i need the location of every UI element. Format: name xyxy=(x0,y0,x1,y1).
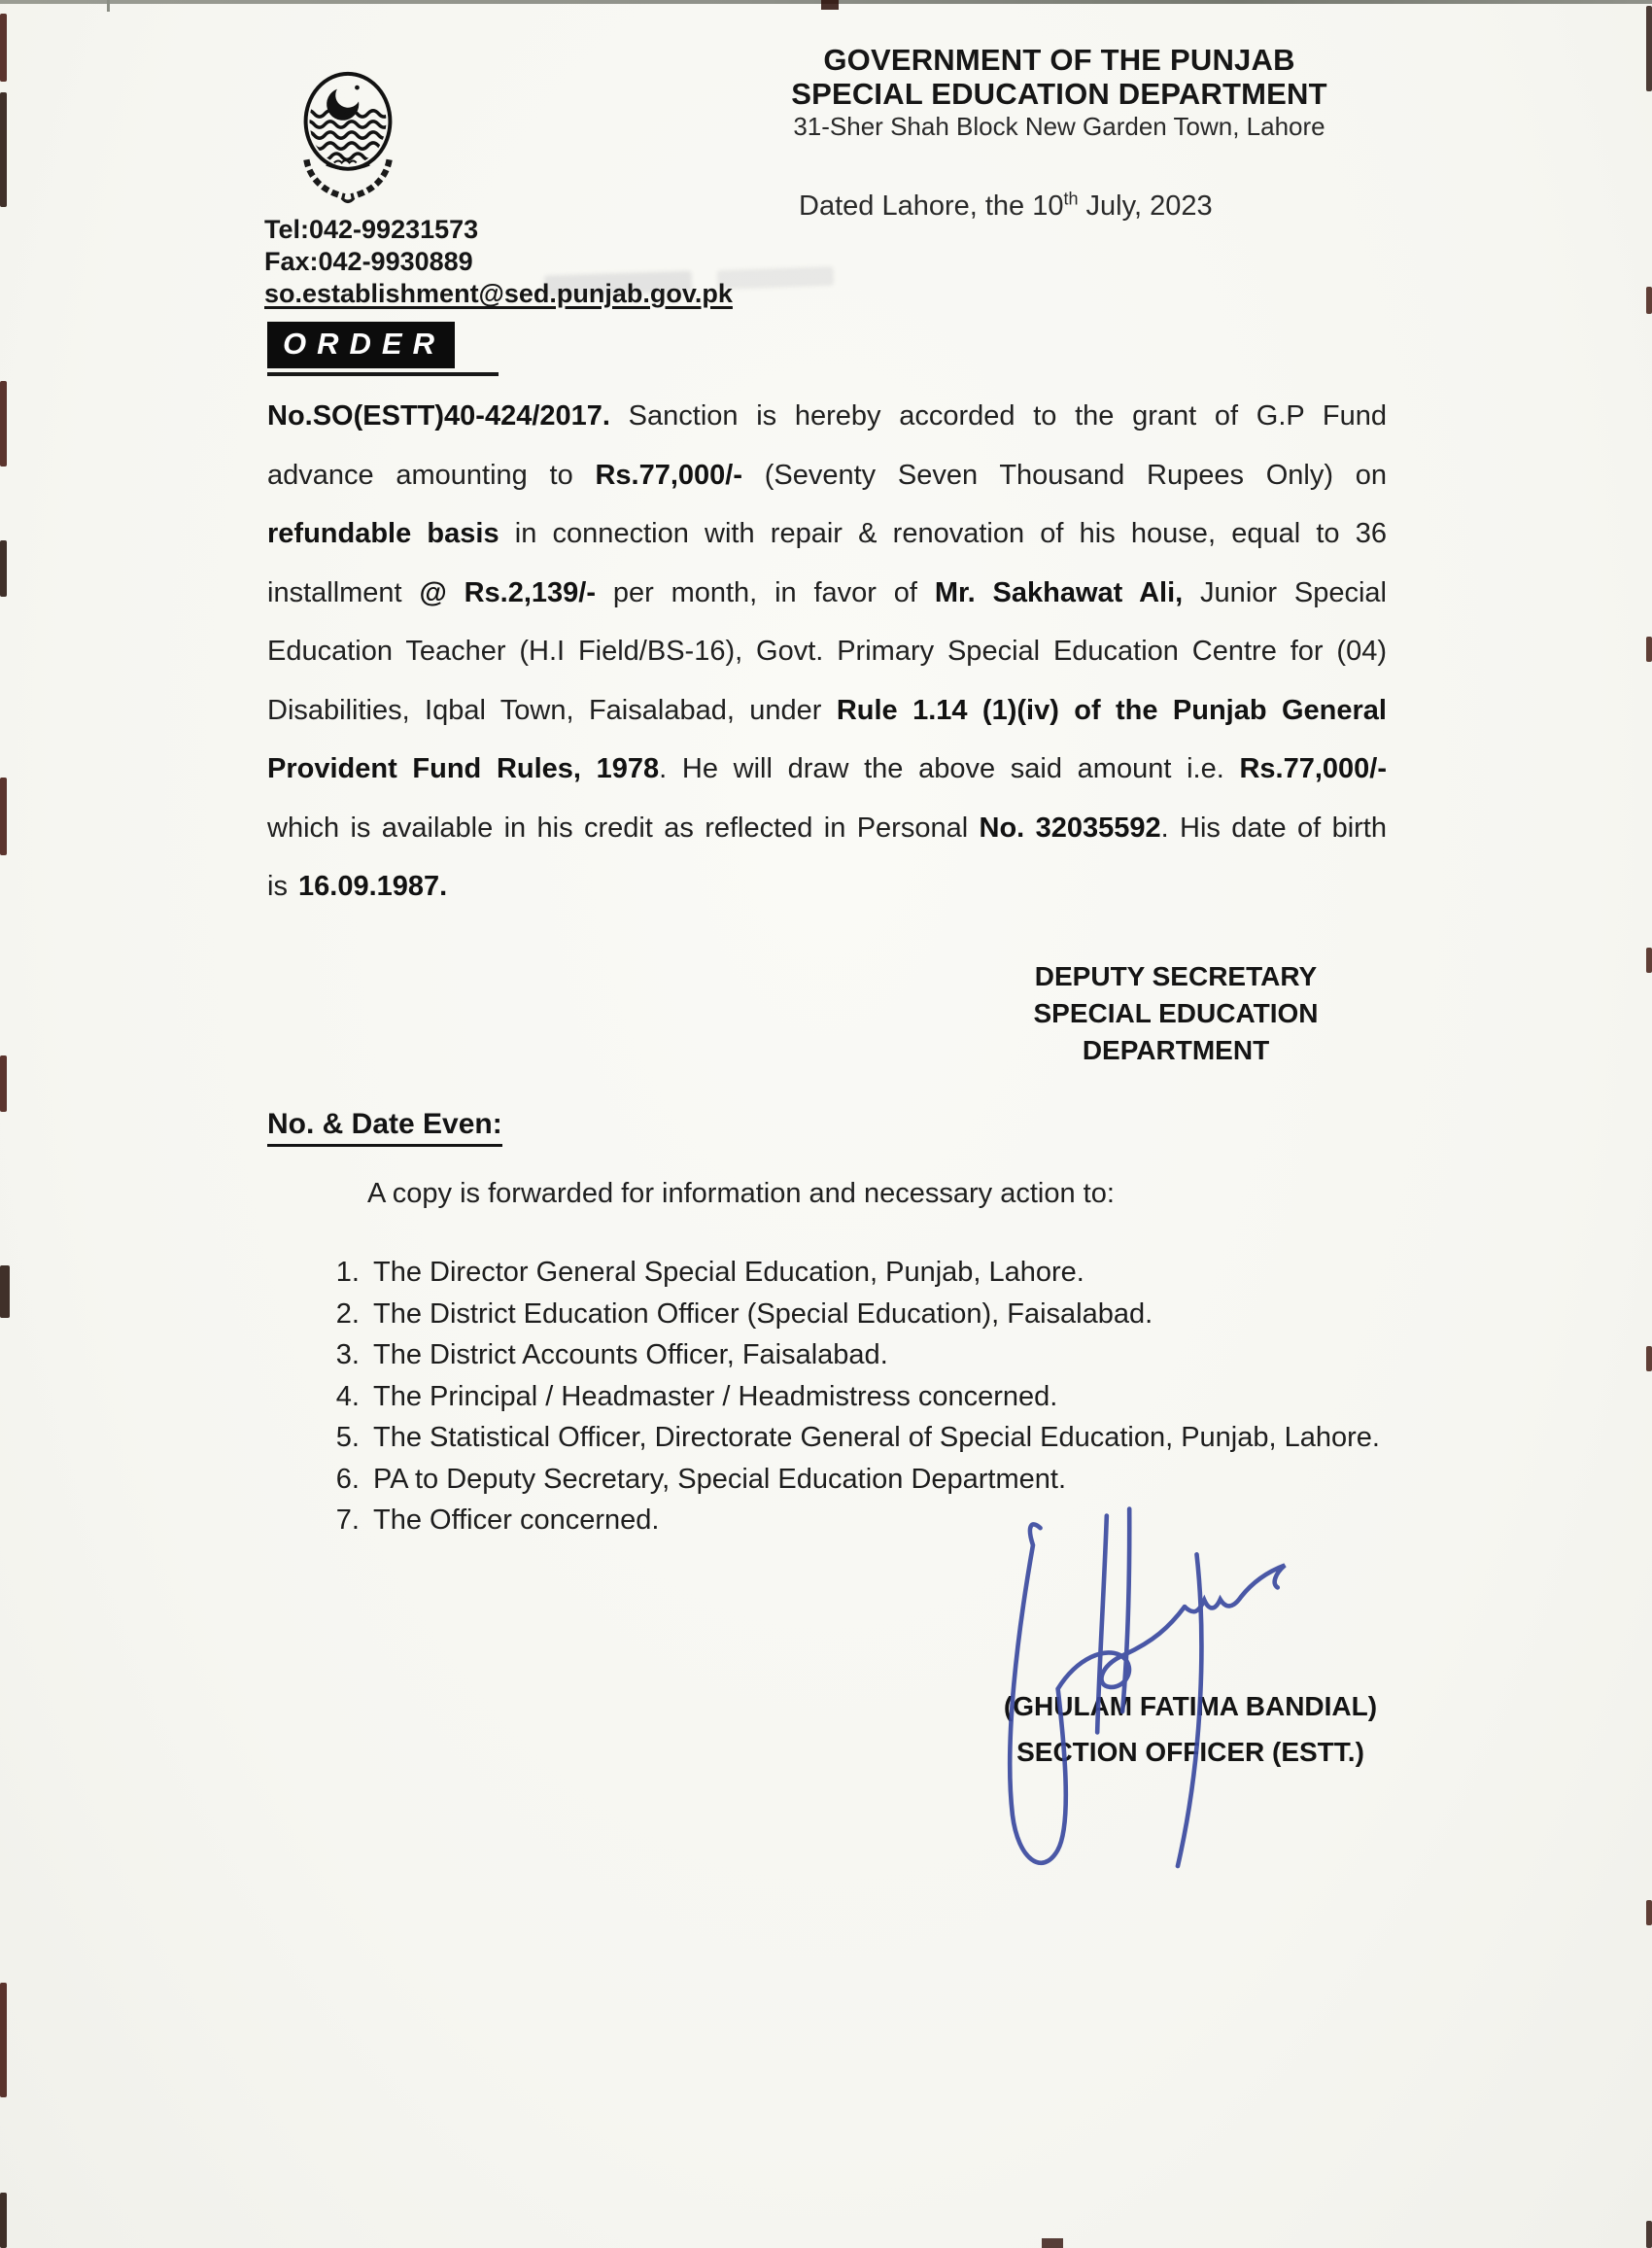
org-name-line2: SPECIAL EDUCATION DEPARTMENT xyxy=(791,77,1327,111)
personal-number-bold: No. 32035592 xyxy=(979,812,1161,844)
distribution-list xyxy=(323,1252,1434,1541)
refundable-basis-bold: refundable basis xyxy=(267,518,499,549)
scan-artifact xyxy=(0,2193,7,2248)
scan-artifact xyxy=(1646,948,1652,973)
email-line: so.establishment@sed.punjab.gov.pk xyxy=(264,279,733,308)
tel-line: Tel:042-99231573 xyxy=(264,215,479,244)
list-item: 6. PA to Deputy Secretary, Special Education Department. xyxy=(367,1459,1434,1501)
signatory-block xyxy=(962,1683,1419,1775)
list-item: 5. The Statistical Officer, Directorate General of Special Education, Punjab, Lahore. xyxy=(367,1417,1434,1459)
date-text-rest: July, 2023 xyxy=(1078,190,1213,222)
order-paragraph xyxy=(267,387,1387,916)
signatory-title: SECTION OFFICER (ESTT.) xyxy=(1016,1737,1364,1767)
scan-artifact xyxy=(1646,1900,1652,1925)
scan-artifact xyxy=(1646,287,1652,314)
order-heading-block xyxy=(267,322,499,376)
forwarding-intro: A copy is forwarded for information and necessary action to: xyxy=(367,1178,1115,1209)
date-line xyxy=(799,190,1213,223)
beneficiary-name-bold: Mr. Sakhawat Ali, xyxy=(934,576,1184,608)
scan-artifact xyxy=(0,540,7,597)
authority-designation-block xyxy=(1001,958,1351,1069)
list-item: 7. The Officer concerned. xyxy=(367,1500,1434,1541)
designation-line1: DEPUTY SECRETARY xyxy=(1034,961,1318,991)
date-ordinal-suffix: th xyxy=(1063,189,1079,209)
scan-artifact xyxy=(0,14,7,82)
faded-stamp-mark xyxy=(717,266,835,290)
scan-artifact xyxy=(107,0,110,12)
scan-artifact xyxy=(0,92,7,207)
amount-bold: Rs.77,000/- xyxy=(1239,753,1387,784)
fax-line: Fax:042-9930889 xyxy=(264,247,473,276)
scan-artifact xyxy=(1646,2221,1652,2248)
signatory-name: (GHULAM FATIMA BANDIAL) xyxy=(1003,1691,1378,1721)
paragraph-text: Sanction is hereby accorded to the grant of G.P Fund advance amounting to xyxy=(267,400,1387,491)
punjab-government-crest-icon xyxy=(260,66,435,212)
org-name-line1: GOVERNMENT OF THE PUNJAB xyxy=(823,43,1295,77)
paragraph-text: which is available in his credit as reflected in Personal xyxy=(267,812,980,844)
contact-block xyxy=(264,214,733,310)
paragraph-text: per month, in favor of xyxy=(595,576,935,608)
designation-line2: SPECIAL EDUCATION xyxy=(1033,998,1319,1028)
scan-artifact xyxy=(1646,1346,1652,1371)
paragraph-text: . His date of birth is xyxy=(267,812,1387,902)
order-heading-underline xyxy=(267,372,499,376)
scan-artifact xyxy=(1042,2238,1063,2248)
order-heading: ORDER xyxy=(267,322,455,368)
list-item: 1. The Director General Special Education, Punjab, Lahore. xyxy=(367,1252,1434,1294)
rule-reference-bold: Rule 1.14 (1)(iv) of the Punjab General Provident Fund Rules, 1978 xyxy=(267,694,1387,784)
list-item: 2. The District Education Officer (Special Education), Faisalabad. xyxy=(367,1294,1434,1335)
paragraph-text: Junior Special Education Teacher (H.I Field/BS-16), Govt. Primary Special Education Centre for (04) Disabilities, Iqbal Town, Faisalabad, under xyxy=(267,576,1387,726)
date-of-birth-bold: 16.09.1987. xyxy=(298,871,448,902)
scan-artifact xyxy=(0,778,7,855)
list-item: 3. The District Accounts Officer, Faisalabad. xyxy=(367,1334,1434,1376)
designation-line3: DEPARTMENT xyxy=(1082,1035,1270,1065)
no-date-even-heading: No. & Date Even: xyxy=(267,1108,502,1147)
letterhead xyxy=(680,43,1438,143)
scan-artifact xyxy=(0,1983,7,2097)
paragraph-text: (Seventy Seven Thousand Rupees Only) on xyxy=(741,459,1387,491)
list-item: 4. The Principal / Headmaster / Headmistress concerned. xyxy=(367,1376,1434,1418)
paragraph-text: in connection with repair & renovation of his house, equal to 36 installment xyxy=(267,518,1387,608)
scan-artifact xyxy=(1646,637,1652,662)
order-number: No.SO(ESTT)40-424/2017. xyxy=(267,400,610,432)
scan-artifact xyxy=(0,1055,7,1112)
scan-artifact xyxy=(0,1265,10,1318)
scan-artifact xyxy=(821,0,839,10)
scan-artifact xyxy=(0,381,7,467)
installment-amount-bold: @ Rs.2,139/- xyxy=(419,576,596,608)
org-address: 31-Sher Shah Block New Garden Town, Lahore xyxy=(793,112,1325,141)
scan-artifact xyxy=(1646,6,1652,91)
amount-bold: Rs.77,000/- xyxy=(595,459,742,491)
date-text: Dated Lahore, the 10 xyxy=(799,190,1064,222)
paragraph-text: . He will draw the above said amount i.e. xyxy=(659,753,1240,784)
